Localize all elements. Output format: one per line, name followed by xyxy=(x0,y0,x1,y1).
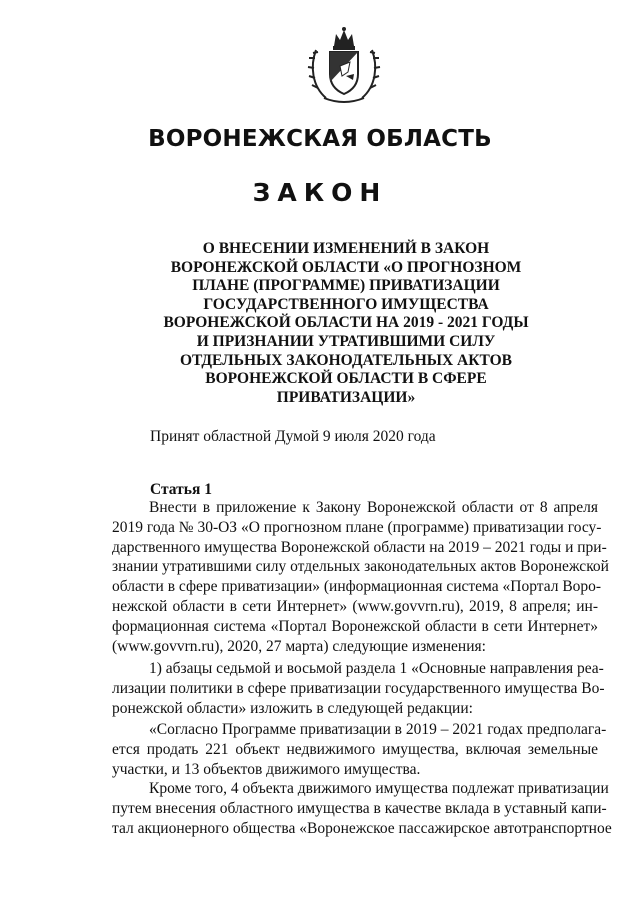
text-line: Кроме того, 4 объекта движимого имущества подлежат приватизации xyxy=(149,780,609,797)
text-line: дарственного имущества Воронежской области на 2019 – 2021 годы и при- xyxy=(112,538,607,556)
article-heading: Статья 1 xyxy=(150,481,212,498)
text-line: ется продать 221 объект недвижимого имущества, включая земельные xyxy=(112,740,598,758)
title-line: И ПРИЗНАНИИ УТРАТИВШИМИ СИЛУ xyxy=(196,332,496,350)
title-line: О ВНЕСЕНИИ ИЗМЕНЕНИЙ В ЗАКОН xyxy=(202,240,490,257)
paragraph xyxy=(112,779,612,838)
region-heading: ВОРОНЕЖСКАЯ ОБЛАСТЬ xyxy=(148,126,492,152)
title-line: ГОСУДАРСТВЕННОГО ИМУЩЕСТВА xyxy=(203,295,489,313)
title-line: ОТДЕЛЬНЫХ ЗАКОНОДАТЕЛЬНЫХ АКТОВ xyxy=(179,351,513,369)
text-line: 2019 года № 30-ОЗ «О прогнозном плане (программе) приватизации госу- xyxy=(112,518,602,536)
title-line: ПРИВАТИЗАЦИИ» xyxy=(276,388,416,406)
title-line: ПЛАНЕ (ПРОГРАММЕ) ПРИВАТИЗАЦИИ xyxy=(192,277,500,295)
paragraph xyxy=(112,720,607,779)
paragraph xyxy=(112,659,605,718)
coat-of-arms-icon xyxy=(306,26,382,106)
text-line: «Согласно Программе приватизации в 2019 – 2021 годах предполага- xyxy=(149,721,607,738)
text-line: (www.govvrn.ru), 2020, 27 марта) следующие изменения: xyxy=(112,637,486,655)
text-line: путем внесения областного имущества в качестве вклада в уставный капи- xyxy=(112,799,607,817)
text-line: лизации политики в сфере приватизации государственного имущества Во- xyxy=(112,679,605,697)
text-line: формационная система «Портал Воронежской области в сети Интернет» xyxy=(112,617,598,635)
title-line: ВОРОНЕЖСКОЙ ОБЛАСТИ «О ПРОГНОЗНОМ xyxy=(170,258,522,276)
text-line: нежской области в сети Интернет» (www.govvrn.ru), 2019, 8 апреля; ин- xyxy=(112,597,598,615)
text-line: участки, и 13 объектов движимого имущества. xyxy=(112,760,421,778)
text-line: знании утратившими силу отдельных законодательных актов Воронежской xyxy=(112,558,609,576)
title-line: ВОРОНЕЖСКОЙ ОБЛАСТИ НА 2019 - 2021 ГОДЫ xyxy=(163,314,529,332)
document-type: ЗАКОН xyxy=(252,178,388,207)
text-line: 1) абзацы седьмой и восьмой раздела 1 «Основные направления реа- xyxy=(149,660,604,677)
adoption-date: Принят областной Думой 9 июля 2020 года xyxy=(150,428,436,445)
text-line: Внести в приложение к Закону Воронежской области от 8 апреля xyxy=(149,499,598,516)
text-line: области в сфере приватизации» (информационная система «Портал Воро- xyxy=(112,578,602,596)
paragraph xyxy=(112,498,609,656)
document-title xyxy=(150,240,542,407)
text-line: ронежской области» изложить в следующей редакции: xyxy=(112,699,473,717)
text-line: тал акционерного общества «Воронежское пассажирское автотранспортное xyxy=(112,819,612,837)
title-line: ВОРОНЕЖСКОЙ ОБЛАСТИ В СФЕРЕ xyxy=(205,370,487,388)
